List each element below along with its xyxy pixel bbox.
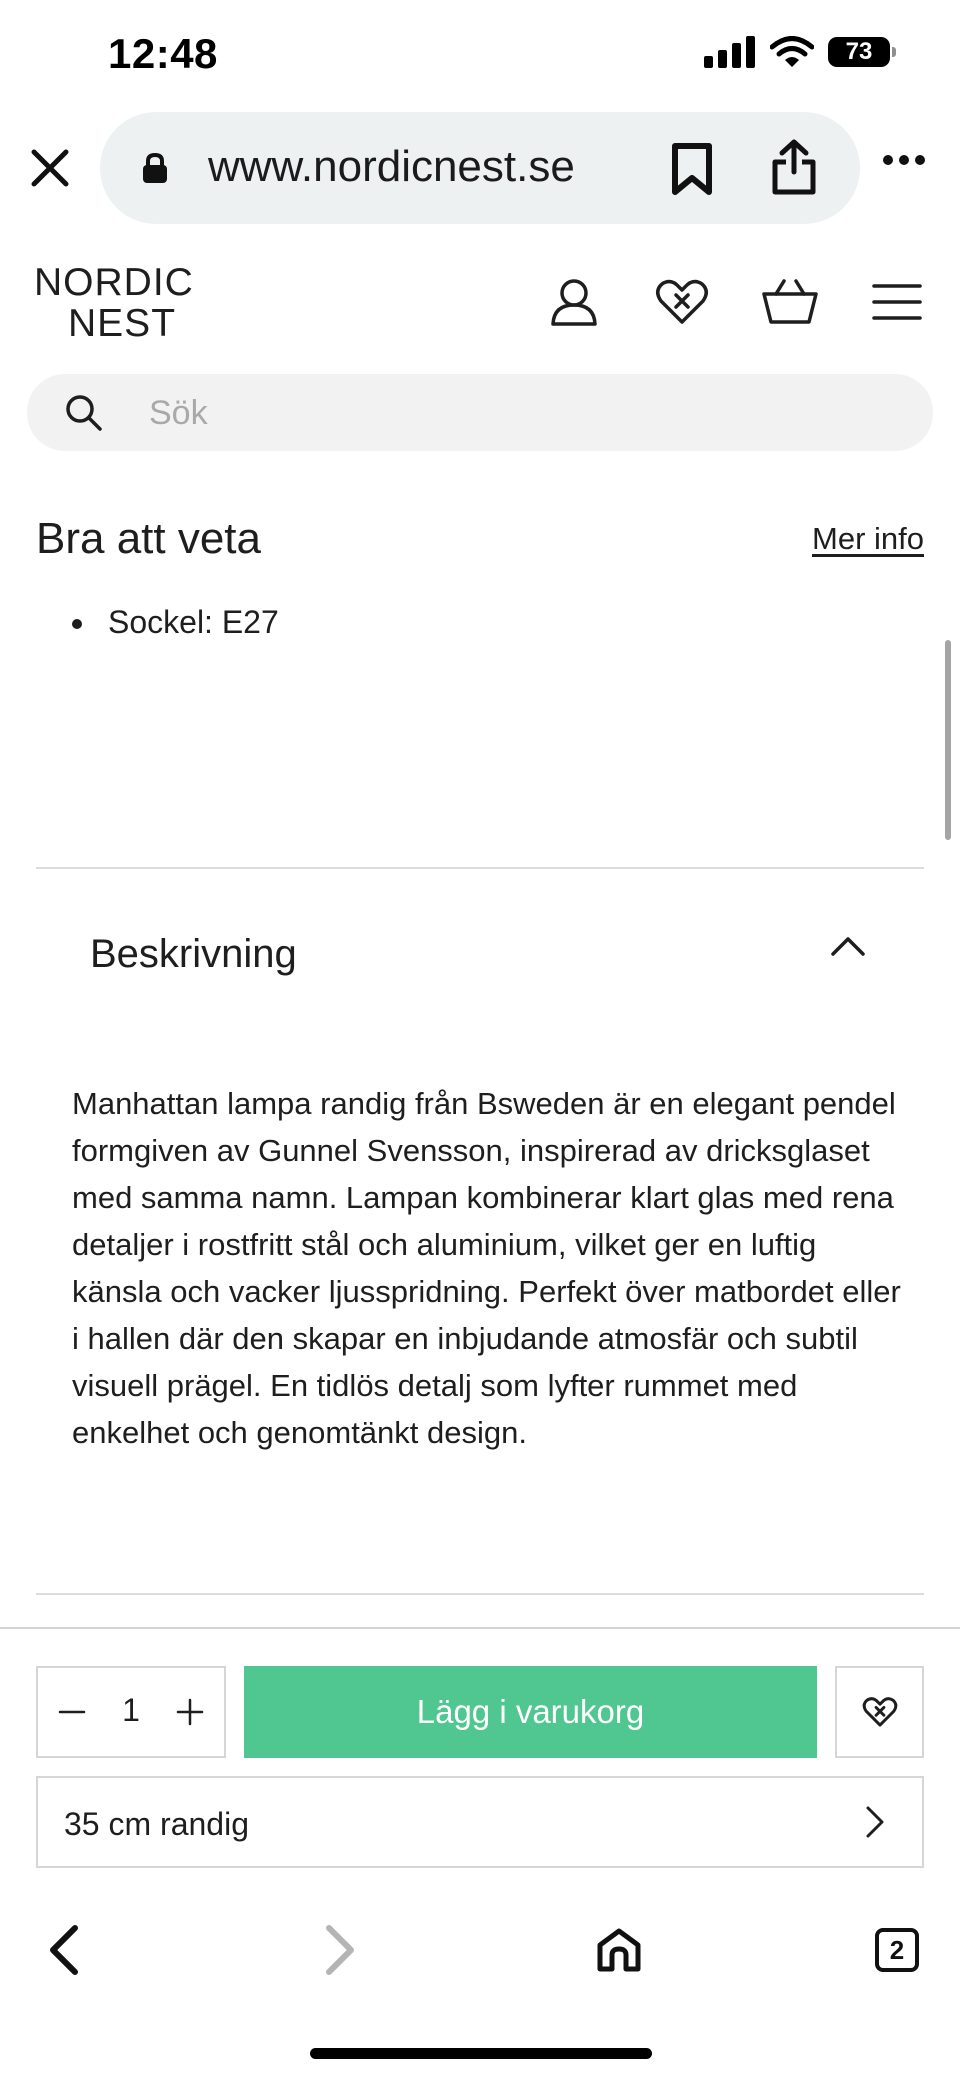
buy-bar-divider — [0, 1627, 960, 1629]
variant-label: 35 cm randig — [64, 1806, 249, 1842]
description-text: Manhattan lampa randig från Bsweden är en elegant pendel formgiven av Gunnel Svensson, inspirerad av dricksglaset med samma namn. Lampan kombinerar klart glas med rena detaljer i rostfritt stål och aluminium, vilket ger en luftig känsla och vacker ljusspridning. Perfekt över matbordet eller i hallen där den skapar en inbjudande atmosfär och subtil visuell prägel. En tidlös detalj som lyfter rummet med enkelhet och genomtänkt design. — [72, 1086, 901, 1450]
scrollbar[interactable] — [945, 640, 951, 840]
search-bar[interactable] — [27, 374, 933, 451]
wifi-icon — [770, 36, 814, 68]
back-icon — [45, 1924, 81, 1976]
tabs-button[interactable] — [862, 1915, 932, 1985]
status-icons — [704, 36, 890, 68]
close-icon — [30, 148, 70, 188]
description-title: Beskrivning — [90, 932, 297, 976]
share-icon[interactable] — [770, 138, 818, 196]
status-time: 12:48 — [108, 30, 218, 77]
forward-button[interactable] — [306, 1915, 376, 1985]
user-icon — [550, 277, 598, 327]
home-icon — [596, 1927, 642, 1973]
url-text[interactable]: www.nordicnest.se — [208, 142, 575, 191]
home-indicator[interactable] — [310, 2048, 652, 2059]
battery-indicator: 73 — [828, 37, 890, 67]
more-info-link[interactable]: Mer info — [812, 521, 924, 556]
search-input[interactable] — [149, 388, 849, 438]
section-divider — [36, 1593, 924, 1595]
site-logo[interactable] — [34, 262, 194, 344]
bookmark-icon[interactable] — [670, 142, 714, 196]
wishlist-button[interactable] — [654, 274, 710, 330]
add-to-wishlist-button[interactable] — [835, 1666, 924, 1758]
chevron-up-icon — [830, 935, 866, 957]
status-bar — [0, 0, 960, 110]
back-button[interactable] — [28, 1915, 98, 1985]
logo-line-2: NEST — [68, 302, 177, 345]
lock-icon — [142, 152, 168, 184]
good-to-know-list — [70, 604, 279, 641]
section-divider — [36, 867, 924, 869]
account-button[interactable] — [546, 274, 602, 330]
list-item: Sockel: E27 — [70, 604, 279, 641]
signal-icon — [704, 36, 756, 68]
close-browser-button[interactable] — [22, 140, 78, 196]
chevron-right-icon — [864, 1804, 886, 1840]
increase-quantity-button[interactable] — [168, 1690, 212, 1734]
logo-line-1: NORDIC — [34, 261, 194, 304]
wishlist-icon — [655, 279, 709, 325]
address-bar[interactable] — [100, 112, 860, 224]
variant-selector[interactable] — [36, 1776, 924, 1868]
home-button[interactable] — [584, 1915, 654, 1985]
description-accordion-header[interactable] — [36, 885, 924, 1025]
good-to-know-title: Bra att veta — [36, 514, 262, 563]
search-icon — [65, 394, 103, 432]
menu-icon — [872, 282, 922, 322]
cart-icon — [762, 278, 818, 326]
quantity-stepper — [36, 1666, 226, 1758]
forward-icon — [323, 1924, 359, 1976]
quantity-value[interactable]: 1 — [122, 1692, 140, 1728]
tabs-count: 2 — [875, 1928, 919, 1972]
menu-button[interactable] — [869, 274, 925, 330]
heart-icon — [862, 1697, 898, 1727]
cart-button[interactable] — [762, 274, 818, 330]
add-to-cart-button[interactable]: Lägg i varukorg — [244, 1666, 817, 1758]
more-icon[interactable] — [882, 154, 926, 166]
plus-icon — [176, 1698, 204, 1726]
